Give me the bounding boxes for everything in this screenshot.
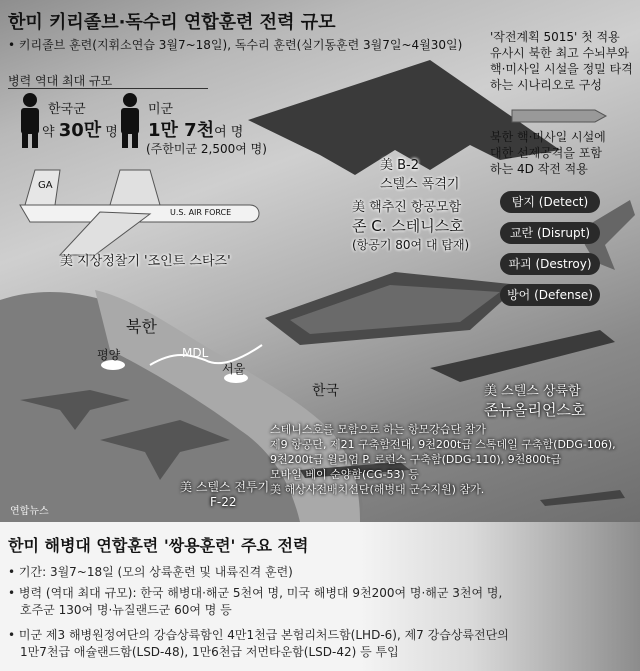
amphib-label: 美 스텔스 상륙함 존뉴올리언스호 [484, 384, 586, 419]
step-detect: 탐지 (Detect) [500, 191, 600, 213]
soldier-icon-us [121, 93, 139, 148]
b2-label: 美 B-2 스텔스 폭격기 [380, 158, 460, 192]
oplan-line: 핵·미사일 시설을 정밀 타격 [490, 62, 633, 76]
us-troops-label: 미군 [148, 102, 174, 117]
strike-group-text: 스테니스호를 모함으로 하는 항모강습단 참가 제9 항공단, 제21 구축함전대, 9천200t급 스톡데일 구축함(DDG-106), 9천200t급 윌리엄 P. 로런스 구축함(DDG-110), 9천800t급 모바일 베이 순양함(CG-53) 등 美 해상사전배치선단(해병대 군수지원) 참가. [270, 423, 616, 496]
step-disrupt: 교란 (Disrupt) [500, 222, 600, 244]
mdl-label: MDL [182, 346, 209, 360]
oplan-panel [484, 28, 634, 288]
oplan-desc: 북한 핵·미사일 시설에 [490, 130, 606, 144]
carrier-label: 美 핵추진 항공모함 존 C. 스테니스호 (항공기 80여 대 탑재) [352, 200, 470, 252]
us-troops-note: (주한미군 2,500여 명) [146, 142, 267, 156]
soldier-icon-korea [21, 93, 39, 148]
f22-label: 美 스텔스 전투기 F-22 [180, 480, 270, 509]
oplan-line: 하는 시나리오로 구성 [490, 78, 602, 92]
troops-section-label: 병력 역대 최대 규모 [8, 74, 113, 88]
oplan-desc: 대한 선제공격을 포함 [490, 146, 602, 160]
step-defense: 방어 (Defense) [500, 284, 600, 306]
pyongyang-label: 평양 [97, 348, 121, 362]
seoul-label: 서울 [222, 362, 246, 376]
oplan-line: 유사시 북한 최고 수뇌부와 [490, 46, 629, 60]
divider [8, 88, 208, 89]
marine-forces-cont: 호주군 130여 명·뉴질랜드군 60여 명 등 [20, 603, 232, 617]
aircraft-marking: U.S. AIR FORCE [170, 208, 232, 217]
marine-title: 한미 해병대 연합훈련 '쌍용훈련' 주요 전력 [8, 536, 309, 555]
marine-period: • 기간: 3월7~18일 (모의 상륙훈련 및 내륙진격 훈련) [8, 565, 293, 579]
north-korea-label: 북한 [126, 317, 157, 336]
aircraft-tail: GA [38, 180, 53, 191]
page-title: 한미 키리졸브·독수리 연합훈련 전력 규모 [8, 12, 336, 33]
oplan-title: '작전계획 5015' 첫 적용 [490, 30, 620, 44]
korea-troops-count: 약 30만 명 [42, 120, 118, 141]
us-troops-count: 1만 7천여 명 [148, 120, 244, 141]
page-subtitle: • 키리졸브 훈련(지휘소연습 3월7~18일), 독수리 훈련(실기동훈련 3월7일~4월30일) [8, 38, 463, 52]
step-destroy: 파괴 (Destroy) [500, 253, 600, 275]
credit-logo: 연합뉴스 [10, 506, 49, 517]
marine-ships: • 미군 제3 해병원정여단의 강습상륙함인 4만1천급 본험리처드함(LHD-6), 제7 강습상륙전단의 [8, 628, 509, 642]
marine-forces: • 병력 (역대 최대 규모): 한국 해병대·해군 5천여 명, 미국 해병대 9천200여 명·해군 3천여 명, [8, 586, 503, 600]
marine-ships-cont: 1만7천급 애슐랜드함(LSD-48), 1만6천급 저먼타운함(LSD-42) 등 투입 [20, 645, 399, 659]
south-korea-label: 한국 [312, 383, 340, 399]
oplan-desc: 하는 4D 작전 적용 [490, 162, 588, 176]
jstars-label: 美 지상정찰기 '조인트 스타즈' [60, 254, 231, 269]
amphib-ship-shape [430, 330, 615, 382]
korea-troops-label: 한국군 [48, 102, 86, 117]
